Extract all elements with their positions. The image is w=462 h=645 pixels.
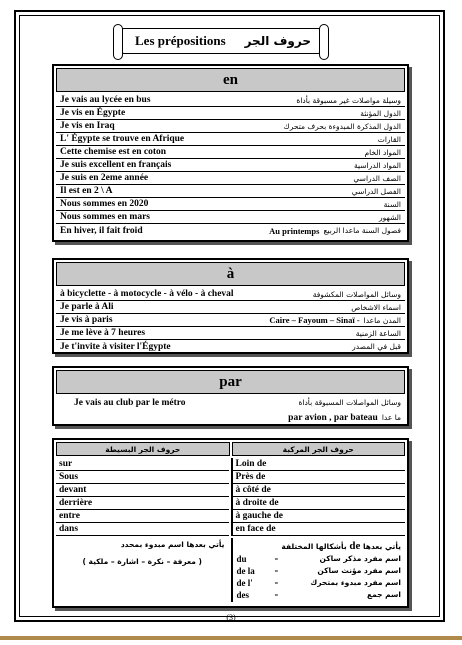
en-rule: فصول السنة ماعدا الربيع xyxy=(323,226,401,235)
par-exception-french: par avion , par bateau xyxy=(288,412,378,423)
form-item xyxy=(237,554,402,564)
en-row xyxy=(56,172,405,185)
en-row xyxy=(56,94,405,107)
table-cell-composed: en face de xyxy=(231,523,406,536)
table-cell-simple: sur xyxy=(56,458,229,471)
table-cell-simple: devant xyxy=(56,484,229,497)
par-exception-arabic: ما عدا xyxy=(381,413,401,422)
en-example: Je vis en Égypte xyxy=(60,108,126,118)
table-cell-simple: Sous xyxy=(56,471,229,484)
table-cell-simple: derrière xyxy=(56,497,229,510)
form-article: de l' xyxy=(236,578,253,588)
a-rule: الساعة الزمنية xyxy=(355,328,401,338)
table-row xyxy=(56,458,405,471)
note-simple xyxy=(56,538,229,602)
en-row xyxy=(56,133,405,146)
en-rule: الدول المذكرة المبدوءة بحرف متحرك xyxy=(283,121,401,131)
section-en xyxy=(52,64,409,242)
en-rule: الصف الدراسي xyxy=(353,173,401,183)
en-example: Cette chemise est en coton xyxy=(60,147,167,157)
a-rule: اسماء الاشخاص xyxy=(351,302,401,312)
a-rule: قبل في المصدر xyxy=(352,342,401,351)
note-composed-fr: de xyxy=(349,540,361,552)
en-example: Je vais au lycée en bus xyxy=(60,95,151,105)
table-headers xyxy=(56,442,405,456)
en-example: En hiver, il fait froid xyxy=(60,225,143,236)
table-row xyxy=(56,497,405,510)
en-example: L' Égypte se trouve en Afrique xyxy=(60,134,185,144)
form-rule: اسم مفرد مذكر ساكن xyxy=(319,554,401,563)
a-row xyxy=(56,301,405,314)
a-example: Je vis à paris xyxy=(60,315,113,325)
form-article: des xyxy=(236,590,250,600)
form-dash: – xyxy=(274,566,279,575)
section-par xyxy=(52,366,409,426)
section-en-rows xyxy=(54,94,407,237)
en-rule: القارات xyxy=(377,134,401,144)
form-item xyxy=(237,590,402,600)
a-rule-french: Caire – Fayoum – Sinaï - xyxy=(269,315,360,325)
table-row xyxy=(56,510,405,523)
en-row xyxy=(56,159,405,172)
en-example: Nous sommes en 2020 xyxy=(60,199,149,209)
a-example: Je parle à Ali xyxy=(60,302,114,312)
section-en-header: en xyxy=(56,68,405,92)
en-example: Il est en 2 \ A xyxy=(60,186,113,196)
en-row xyxy=(56,211,405,224)
form-rule: اسم مفرد مبدوء بمتحرك xyxy=(310,578,401,587)
section-par-header: par xyxy=(56,370,405,394)
bottom-decor-bar xyxy=(0,636,462,640)
form-dash: – xyxy=(274,578,279,587)
form-dash: – xyxy=(274,554,279,563)
title-arabic: حروف الجر xyxy=(244,34,311,48)
table-row xyxy=(56,484,405,497)
form-item xyxy=(237,578,402,588)
par-exception-row xyxy=(56,411,405,424)
en-row xyxy=(56,120,405,133)
form-dash: – xyxy=(274,590,279,599)
header-simple: حروف الجر البسيطة xyxy=(56,442,230,456)
note-simple-text: يأتي بعدها اسم مبدوء بمحدد xyxy=(120,540,225,549)
forms-list xyxy=(237,554,402,600)
a-example: Je t'invite à visiter l'Égypte xyxy=(60,341,171,352)
en-rule: الفصل الدراسي xyxy=(351,186,401,196)
form-item xyxy=(237,566,402,576)
en-rule: الدول المؤنثة xyxy=(360,108,401,118)
par-example-arabic: وسائل المواصلات المسبوقة بأداة xyxy=(298,398,401,407)
en-row xyxy=(56,107,405,120)
table-cell-composed: Loin de xyxy=(231,458,406,471)
form-rule: اسم مفرد مؤنث ساكن xyxy=(317,566,401,575)
en-example: Nous sommes en mars xyxy=(60,212,150,222)
par-example-french: Je vais au club par le métro xyxy=(74,397,186,408)
page-number: (3) xyxy=(226,613,236,622)
title-french: Les prépositions xyxy=(135,33,226,48)
a-row xyxy=(56,340,405,353)
en-example: Je suis en 2eme année xyxy=(60,173,149,183)
form-article: de la xyxy=(236,566,255,576)
en-row xyxy=(56,224,405,237)
a-example: à bicyclette - à motocycle - à vélo - à cheval xyxy=(60,289,234,299)
note-composed-ar: بأشكالها المختلفة xyxy=(281,542,347,551)
a-rule: وسائل المواصلات المكشوفة xyxy=(312,289,401,299)
note-composed xyxy=(231,538,406,602)
section-a xyxy=(52,258,409,354)
table-cell-simple: dans xyxy=(56,523,229,536)
en-rule-french: Au printemps xyxy=(269,225,320,236)
section-a-rows xyxy=(54,288,407,353)
en-rule: المواد الدراسية xyxy=(354,160,401,170)
a-row xyxy=(56,327,405,340)
title-scroll xyxy=(118,28,324,54)
en-row xyxy=(56,185,405,198)
a-row xyxy=(56,288,405,301)
table-cell-composed: à droite de xyxy=(231,497,406,510)
a-example: Je me lève à 7 heures xyxy=(60,328,146,338)
a-rule: المدن ماعدا xyxy=(363,315,401,325)
en-row xyxy=(56,146,405,159)
table-row xyxy=(56,523,405,536)
table-row xyxy=(56,471,405,484)
en-rule: الشهور xyxy=(378,212,401,222)
en-rule: وسيلة مواصلات غير مسبوقة بأداة xyxy=(296,95,401,105)
en-rule: السنة xyxy=(383,199,401,209)
note-composed-ar2: يأتي بعدها xyxy=(362,542,401,551)
form-article: du xyxy=(236,554,247,564)
a-rule-group xyxy=(269,315,401,325)
table-cell-composed: Près de xyxy=(231,471,406,484)
header-composed: حروف الجر المركبة xyxy=(232,442,406,456)
note-composed-line xyxy=(237,540,402,552)
en-rule-group xyxy=(269,226,401,236)
en-example: Je suis excellent en français xyxy=(60,160,172,170)
par-example-row xyxy=(56,396,405,409)
table-cell-simple: entre xyxy=(56,510,229,523)
table-cell-composed: à côté de xyxy=(231,484,406,497)
section-table xyxy=(52,438,409,608)
table-cell-composed: à gauche de xyxy=(231,510,406,523)
note-simple-list: ( معرفة – نكرة – اشارة – ملكية ) xyxy=(82,557,202,566)
form-rule: اسم جمع xyxy=(367,590,401,599)
en-example: Je vis en Iraq xyxy=(60,121,115,131)
table-rows xyxy=(54,458,407,536)
a-row xyxy=(56,314,405,327)
en-rule: المواد الخام xyxy=(364,147,401,157)
section-a-header: à xyxy=(56,262,405,286)
en-row xyxy=(56,198,405,211)
table-notes xyxy=(56,538,405,602)
